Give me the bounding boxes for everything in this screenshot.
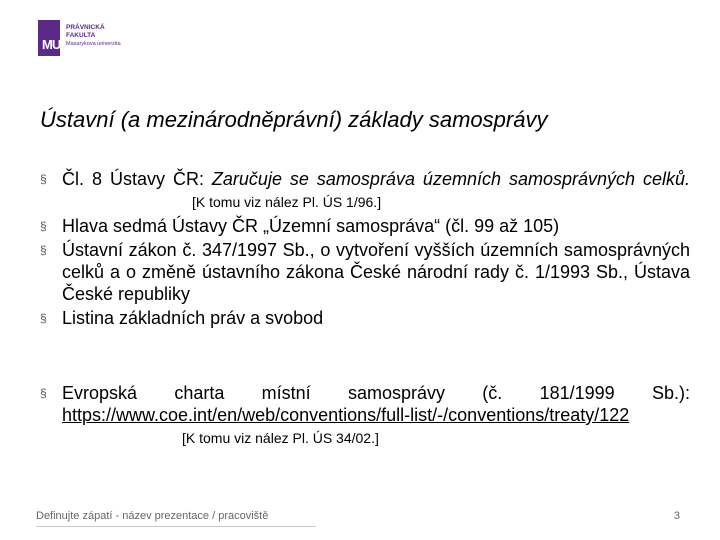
list-item: § Listina základních práv a svobod (40, 308, 324, 328)
charter-link[interactable]: https://www.coe.int/en/web/conventions/full-list/-/conventions/treaty/122 (62, 405, 630, 425)
bullet-icon: § (40, 311, 47, 325)
bullet-icon: § (40, 219, 47, 233)
footer-divider (36, 526, 316, 527)
bullet-icon: § (40, 172, 47, 186)
page-number: 3 (673, 510, 680, 522)
list-item: § Hlava sedmá Ústavy ČR „Územní samospráva“ (čl. 99 až 105) (40, 216, 560, 236)
slide-title: Ústavní (a mezinárodněprávní) základy samosprávy (40, 107, 548, 132)
footer-text: Definujte zápatí - název prezentace / pracoviště (36, 510, 269, 522)
logo-text: PRÁVNICKÁ FAKULTA Masarykova univerzita (66, 24, 121, 47)
bullet-list-international (40, 382, 690, 451)
list-item: § Ústavní zákon č. 347/1997 Sb., o vytvoření vyšších územních samosprávných celků a o změně ústavního zákona České národní rady č. 1/1993 Sb., Ústava České republiky (40, 240, 690, 304)
university-logo-icon: MU (38, 20, 60, 56)
list-item: § Evropská charta místní samosprávy (č. 181/1999 Sb.): https://www.coe.int/en/web/conventions/full-list/-/conventions/treaty/122 [K tomu viz nález Pl. ÚS 34/02.] (40, 383, 690, 446)
faculty-logo (38, 20, 188, 60)
bullet-list-main (40, 168, 690, 331)
list-item: § Čl. 8 Ústavy ČR: Zaručuje se samospráva územních samosprávných celků. [K tomu viz nález Pl. ÚS 1/96.] (40, 169, 690, 210)
bullet-icon: § (40, 243, 47, 257)
bullet-icon: § (40, 386, 47, 400)
